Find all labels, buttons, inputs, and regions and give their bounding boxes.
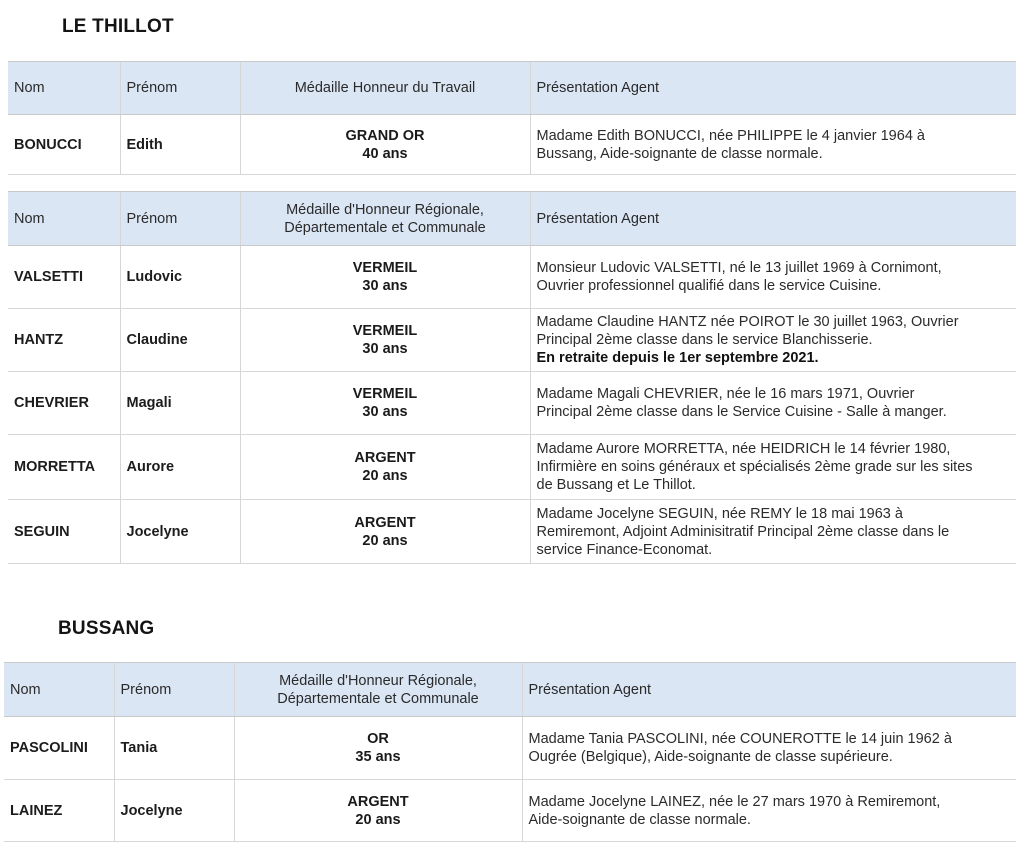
medal-grade: VERMEIL	[352, 323, 418, 339]
table-row	[4, 780, 1016, 842]
section-title-le-thillot: LE THILLOT	[62, 16, 174, 37]
desc-line: Madame Edith BONUCCI, née PHILIPPE le 4 janvier 1964 à	[536, 127, 925, 144]
cell-nom: LAINEZ	[4, 780, 114, 842]
desc-line: Madame Magali CHEVRIER, née le 16 mars 1971, Ouvrier	[536, 386, 915, 402]
medal-table-bussang	[4, 662, 1016, 842]
header-nom: Nom	[8, 192, 120, 246]
medal-grade: OR	[367, 731, 389, 747]
desc-line: Madame Jocelyne SEGUIN, née REMY le 18 mai 1963 à	[536, 505, 903, 522]
cell-medaille	[240, 115, 530, 175]
header-medaille-line: Départementale et Communale	[277, 690, 479, 707]
medal-years: 20 ans	[362, 468, 408, 484]
header-presentation: Présentation Agent	[530, 62, 1016, 115]
header-medaille-line: Départementale et Communale	[284, 219, 486, 236]
medal-grade: ARGENT	[354, 450, 416, 466]
table-row	[8, 115, 1016, 175]
header-prenom: Prénom	[120, 62, 240, 115]
header-presentation: Présentation Agent	[530, 192, 1016, 246]
header-medaille: Médaille Honneur du Travail	[240, 62, 530, 115]
desc-line: Monsieur Ludovic VALSETTI, né le 13 juillet 1969 à Cornimont,	[536, 260, 942, 276]
medal-grade: VERMEIL	[352, 386, 418, 402]
medal-grade: GRAND OR	[345, 127, 425, 144]
header-nom: Nom	[4, 663, 114, 717]
medal-table-regionale	[8, 191, 1016, 564]
medal-grade: ARGENT	[354, 514, 416, 531]
cell-presentation	[530, 309, 1016, 372]
desc-line: Madame Jocelyne LAINEZ, née le 27 mars 1970 à Remiremont,	[528, 793, 941, 810]
medal-years: 30 ans	[362, 278, 408, 294]
cell-presentation	[522, 717, 1016, 780]
cell-presentation	[522, 780, 1016, 842]
medal-grade: ARGENT	[347, 793, 409, 810]
table-row	[8, 500, 1016, 564]
medal-years: 20 ans	[355, 811, 401, 828]
cell-nom: PASCOLINI	[4, 717, 114, 780]
cell-presentation	[530, 500, 1016, 564]
cell-medaille	[234, 780, 522, 842]
cell-prenom: Jocelyne	[114, 780, 234, 842]
cell-prenom: Claudine	[120, 309, 240, 372]
desc-line: Infirmière en soins généraux et spécialisés 2ème grade sur les sites	[536, 459, 973, 475]
retirement-note: En retraite depuis le 1er septembre 2021.	[536, 350, 819, 366]
desc-line: Madame Claudine HANTZ née POIROT le 30 juillet 1963, Ouvrier	[536, 314, 959, 330]
desc-line: Principal 2ème classe dans le service Blanchisserie.	[536, 332, 873, 348]
header-medaille-line: Médaille d'Honneur Régionale,	[286, 201, 484, 218]
cell-presentation	[530, 435, 1016, 500]
desc-line: Ougrée (Belgique), Aide-soignante de classe supérieure.	[528, 749, 893, 765]
desc-line: Remiremont, Adjoint Adminisitratif Principal 2ème classe dans le	[536, 523, 950, 540]
cell-medaille	[240, 372, 530, 435]
table-row	[8, 309, 1016, 372]
medal-years: 35 ans	[355, 749, 401, 765]
cell-prenom: Jocelyne	[120, 500, 240, 564]
table-header-row	[8, 192, 1016, 246]
cell-medaille	[240, 309, 530, 372]
cell-medaille	[240, 246, 530, 309]
cell-medaille	[234, 717, 522, 780]
cell-nom: CHEVRIER	[8, 372, 120, 435]
desc-line: Principal 2ème classe dans le Service Cuisine - Salle à manger.	[536, 404, 947, 420]
cell-nom: HANTZ	[8, 309, 120, 372]
header-nom: Nom	[8, 62, 120, 115]
header-prenom: Prénom	[120, 192, 240, 246]
table-row	[8, 246, 1016, 309]
desc-line: Ouvrier professionnel qualifié dans le service Cuisine.	[536, 278, 882, 294]
medal-grade: VERMEIL	[352, 260, 418, 276]
medal-years: 40 ans	[362, 145, 408, 162]
cell-nom: MORRETTA	[8, 435, 120, 500]
cell-nom: SEGUIN	[8, 500, 120, 564]
cell-medaille	[240, 500, 530, 564]
cell-prenom: Magali	[120, 372, 240, 435]
cell-prenom: Tania	[114, 717, 234, 780]
table-row	[8, 435, 1016, 500]
header-medaille-line: Médaille d'Honneur Régionale,	[279, 672, 477, 689]
desc-line: Madame Tania PASCOLINI, née COUNEROTTE le 14 juin 1962 à	[528, 731, 952, 747]
table-header-row	[8, 62, 1016, 115]
desc-line: Madame Aurore MORRETTA, née HEIDRICH le 14 février 1980,	[536, 441, 951, 457]
desc-line: service Finance-Economat.	[536, 541, 713, 558]
header-medaille	[240, 192, 530, 246]
header-prenom: Prénom	[114, 663, 234, 717]
table-row	[4, 717, 1016, 780]
desc-line: Aide-soignante de classe normale.	[528, 811, 751, 828]
table-row	[8, 372, 1016, 435]
cell-prenom: Aurore	[120, 435, 240, 500]
desc-line: Bussang, Aide-soignante de classe normale.	[536, 145, 823, 162]
cell-presentation	[530, 372, 1016, 435]
cell-presentation	[530, 246, 1016, 309]
medal-years: 30 ans	[362, 404, 408, 420]
cell-nom: BONUCCI	[8, 115, 120, 175]
medal-years: 30 ans	[362, 341, 408, 357]
section-title-bussang: BUSSANG	[58, 618, 155, 639]
medal-table-travail	[8, 61, 1016, 175]
cell-presentation	[530, 115, 1016, 175]
cell-prenom: Edith	[120, 115, 240, 175]
cell-prenom: Ludovic	[120, 246, 240, 309]
medal-years: 20 ans	[362, 532, 408, 549]
table-header-row	[4, 663, 1016, 717]
cell-medaille	[240, 435, 530, 500]
header-medaille	[234, 663, 522, 717]
header-presentation: Présentation Agent	[522, 663, 1016, 717]
desc-line: de Bussang et Le Thillot.	[536, 477, 696, 493]
cell-nom: VALSETTI	[8, 246, 120, 309]
